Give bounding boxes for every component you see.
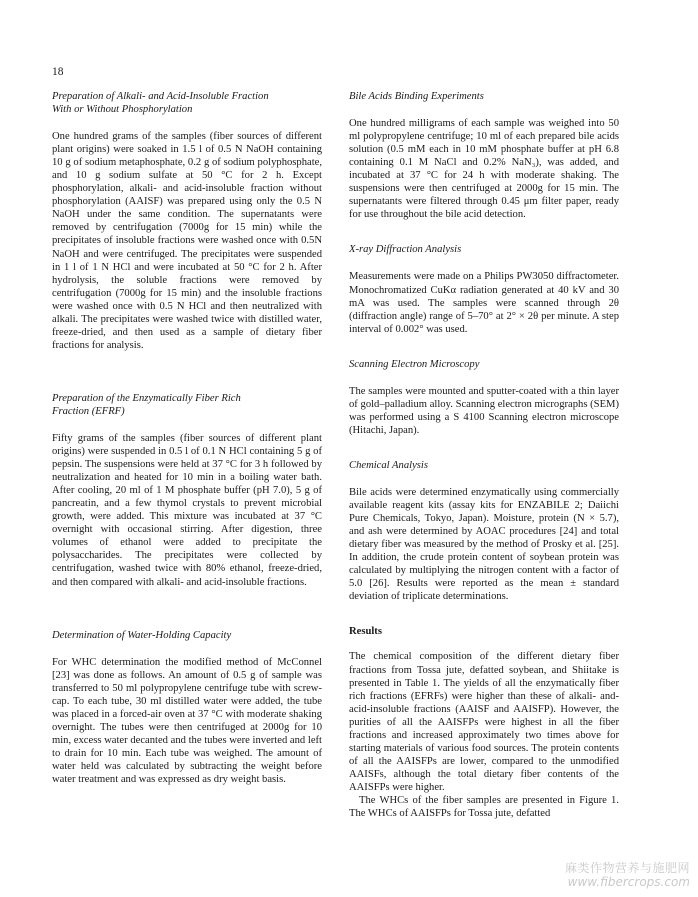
results-paragraph-2: The WHCs of the fiber samples are presented in Figure 1. The WHCs of AAISFPs for Tossa jute, defatted xyxy=(349,794,619,820)
results-paragraph-1: The chemical composition of the different dietary fiber fractions from Tossa jute, defatted soybean, and Shiitake is presented in Table 1. The yields of all the enzymatically fiber rich fractions (EFRFs) were higher than these of alkali- and-acid-insoluble fractions (AAISF and AAISFP). However, the purities of all the AAISFPs were highest in all the fiber fractions and increased approximately two times above for starting materials of various food sources. The protein contents of all the AAISFPs are lower, compared to the unmodified AAISFs, although the total dietary fiber contents of the AAISFPs were higher. xyxy=(349,651,619,793)
section-results xyxy=(349,625,619,820)
section-heading: Bile Acids Binding Experiments xyxy=(349,91,484,102)
section-heading xyxy=(52,90,322,116)
section-heading: X-ray Diffraction Analysis xyxy=(349,244,462,256)
section-chemical-analysis xyxy=(349,459,619,603)
heading-line-2: With or Without Phosphorylation xyxy=(52,104,193,116)
heading-line-1: Preparation of the Enzymatically Fiber Rich xyxy=(52,392,241,404)
section-heading: Chemical Analysis xyxy=(349,459,428,471)
section-heading xyxy=(52,392,322,418)
watermark xyxy=(565,861,690,889)
left-column xyxy=(52,90,322,826)
heading-line-1: Determination of Water-Holding Capacity xyxy=(52,629,232,641)
section-bile-acids-binding xyxy=(349,90,619,221)
results-heading: Results xyxy=(349,626,382,638)
section-paragraph: One hundred milligrams of each sample was weighed into 50 ml polypropylene centrifuge; 10 ml of each prepared bile acids solution (0.5 mM each in 10 mM phosphate buffer at pH 6.8 containing 0.1 M NaCl and 0.2% NaN₃), was added, and incubated at 37 °C for 24 h with moderate shaking. The suspensions were then centrifuged at 2000g for 15 min. The supernatants were filtered through 0.45 μm filter paper, ready for use throughout the bile acid detection. xyxy=(349,118,619,221)
section-alkali-acid-insoluble xyxy=(52,90,322,352)
watermark-chinese: 麻类作物营养与施肥网 xyxy=(564,861,690,875)
heading-line-2: Fraction (EFRF) xyxy=(52,405,125,417)
section-sem xyxy=(349,358,619,437)
section-efrf xyxy=(52,392,322,589)
section-paragraph: Fifty grams of the samples (fiber sources of different plant origins) were suspended in 0.5 l of 0.1 N HCl containing 5 g of pepsin. The suspensions were held at 37 °C for 3 h followed by neutralization and heated for 10 min in a boiling water bath. After cooling, 20 ml of 1 M phosphate buffer (pH 7.0), 5 g of pancreatin, and a few thymol crystals to prevent microbial growth, were added. This mixture was incubated at 37 °C overnight with occasional stirring. After digestion, three volumes of ethanol were added to precipitate the polysaccharides. The precipitates were collected by centrifugation, washed twice with 80% ethanol, freeze-dried, and then compared with alkali- and acid-insoluble fractions. xyxy=(52,432,322,588)
right-column xyxy=(349,90,619,820)
section-paragraph: The samples were mounted and sputter-coated with a thin layer of gold–palladium alloy. Scanning electron micrographs (SEM) was performed using a S 4100 Scanning electron microscope (Hitachi, Japan). xyxy=(349,385,619,436)
section-paragraph: For WHC determination the modified method of McConnel [23] was done as follows. An amount of 0.5 g of sample was transferred to 50 ml polypropylene centrifuge tube with screw-cap. To each tube, 30 ml distilled water were added, the tube was placed in a forced-air oven at 37 °C with moderate shaking overnight. The tubes were then centrifuged at 2000g for 10 min, excess water decanted and the tubes were inverted and left to drain for 10 min. Each tube was weighed. The amount of water held was calculated by subtracting the weight before water treatment and was expressed as dry weight basis. xyxy=(52,656,322,786)
page-number: 18 xyxy=(52,66,64,78)
section-paragraph: Measurements were made on a Philips PW3050 diffractometer. Monochromatized CuKα radiation generated at 40 kV and 30 mA was used. The samples were scanned through 2θ (diffraction angle) range of 5–70° at 2° × 2θ per minute. A step interval of 0.002° was used. xyxy=(349,271,619,335)
section-heading: Scanning Electron Microscopy xyxy=(349,358,480,370)
watermark-url: www.fibercrops.com xyxy=(567,875,690,889)
section-heading xyxy=(52,629,322,642)
section-water-holding-capacity xyxy=(52,629,322,787)
section-xray-diffraction xyxy=(349,243,619,335)
section-paragraph: Bile acids were determined enzymatically using commercially available reagent kits (assay kits for ENZABILE 2; Daiichi Pure Chemicals, Tokyo, Japan). Moisture, protein (N × 5.7), and ash were determined by AOAC procedures [24] and total dietary fiber was measured by the method of Prosky et al. [25]. In addition, the crude protein content of soybean protein was calculated by multiplying the nitrogen content with a factor of 5.0 [26]. Results were reported as the mean ± standard deviation of triplicate determinations. xyxy=(349,486,619,603)
section-paragraph: One hundred grams of the samples (fiber sources of different plant origins) were soaked in 1.5 l of 0.5 N NaOH containing 10 g of sodium metaphosphate, 0.2 g of sodium polyphosphate, and 10 g sodium sulfate at 50 °C for 2 h. Except phosphorylation, alkali- and acid-insoluble fraction without phosphorylation (AAISF) was prepared using only the 0.5 N NaOH under the same condition. The supernatants were removed by centrifugation (7000g for 15 min) while the precipitates of insoluble fractions were washed once with 0.5N NaOH and were centrifuged. The precipitates were suspended in 1 l of 1 N HCl and were incubated at 50 °C for 2 h. After hydrolysis, the soluble fractions were removed by centrifugation (7000g for 15 min) and the insoluble fractions were washed once with 0.5 N HCl and then neutralized with alkali. The precipitates were washed twice with distilled water, freeze-dried, and then used as a sample of dietary fiber fractions for analysis. xyxy=(52,131,322,351)
heading-line-1: Preparation of Alkali- and Acid-Insoluble Fraction xyxy=(52,91,269,102)
